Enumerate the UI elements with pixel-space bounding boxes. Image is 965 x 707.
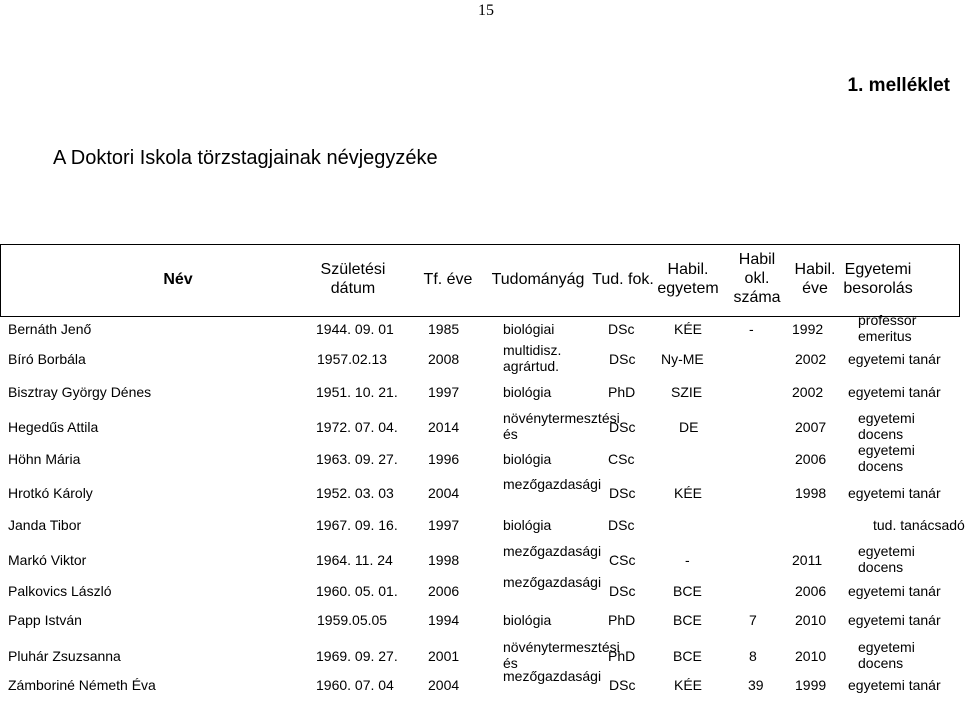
header-bottom-border — [0, 316, 960, 317]
cell-field: növénytermesztési és — [503, 639, 620, 671]
table-row — [0, 668, 960, 707]
cell-habil-year: 2006 — [795, 583, 827, 599]
cell-habil-university: DE — [679, 419, 699, 435]
cell-tf-year: 1997 — [428, 517, 460, 533]
cell-name: Papp István — [8, 612, 82, 628]
cell-degree: DSc — [609, 419, 636, 435]
document-title: A Doktori Iskola törzstagjainak névjegyzéke — [53, 147, 438, 169]
cell-degree: PhD — [608, 384, 636, 400]
cell-rank: tud. tanácsadó — [873, 517, 965, 533]
cell-tf-year: 1996 — [428, 451, 460, 467]
cell-rank: egyetemi docens — [858, 442, 915, 474]
cell-habil-year: 1999 — [795, 677, 827, 693]
page-number: 15 — [478, 2, 494, 19]
cell-rank: egyetemi tanár — [848, 583, 941, 599]
cell-habil-cert-number: 8 — [749, 648, 757, 664]
cell-habil-university: KÉE — [674, 321, 703, 337]
header-habil-university: Habil. egyetem — [657, 261, 719, 297]
cell-habil-university: SZIE — [671, 384, 703, 400]
cell-birth-date: 1969. 09. 27. — [316, 648, 398, 664]
cell-field: mezőgazdasági — [503, 668, 602, 684]
cell-field: biológia — [503, 517, 552, 533]
cell-tf-year: 2014 — [428, 419, 460, 435]
header-field: Tudományág — [491, 271, 585, 288]
cell-birth-date: 1960. 05. 01. — [316, 583, 398, 599]
cell-birth-date: 1957.02.13 — [317, 351, 388, 367]
cell-name: Pluhár Zsuzsanna — [8, 648, 121, 664]
cell-tf-year: 1985 — [428, 321, 460, 337]
cell-habil-university: Ny-ME — [661, 351, 704, 367]
table-row — [0, 381, 960, 413]
cell-tf-year: 2008 — [428, 351, 460, 367]
table-row — [0, 514, 965, 546]
header-rank: Egyetemi besorolás — [843, 261, 913, 297]
cell-habil-university: KÉE — [674, 485, 703, 501]
cell-birth-date: 1967. 09. 16. — [316, 517, 398, 533]
cell-name: Zámboriné Németh Éva — [8, 677, 156, 693]
cell-tf-year: 2004 — [428, 485, 460, 501]
cell-tf-year: 2006 — [428, 583, 460, 599]
cell-name: Bernáth Jenő — [8, 321, 92, 337]
cell-habil-year: 2011 — [792, 552, 823, 568]
cell-tf-year: 1997 — [428, 384, 460, 400]
cell-degree: CSc — [609, 552, 636, 568]
cell-birth-date: 1972. 07. 04. — [316, 419, 398, 435]
cell-habil-year: 2002 — [795, 351, 827, 367]
cell-name: Bíró Borbála — [8, 351, 86, 367]
cell-name: Höhn Mária — [8, 451, 81, 467]
cell-field: mezőgazdasági — [503, 476, 602, 492]
cell-birth-date: 1960. 07. 04 — [316, 677, 394, 693]
cell-birth-date: 1959.05.05 — [317, 612, 388, 628]
cell-rank: egyetemi docens — [858, 639, 915, 671]
header-tf-year: Tf. éve — [423, 271, 473, 288]
cell-habil-year: 2002 — [792, 384, 824, 400]
cell-field: biológiai — [503, 321, 555, 337]
cell-name: Hegedűs Attila — [8, 419, 99, 435]
cell-habil-university: KÉE — [674, 677, 703, 693]
cell-degree: DSc — [609, 583, 636, 599]
cell-field: biológia — [503, 451, 552, 467]
member-table — [0, 244, 965, 699]
cell-habil-cert-number: 39 — [748, 677, 764, 693]
header-habil-cert-number: Habil okl. száma — [733, 251, 781, 306]
cell-rank: egyetemi tanár — [848, 351, 941, 367]
cell-degree: CSc — [608, 451, 635, 467]
table-row — [0, 476, 960, 514]
cell-rank: egyetemi docens — [858, 410, 915, 442]
header-left-border — [0, 244, 1, 317]
header-habil-year: Habil. éve — [794, 261, 836, 297]
cell-tf-year: 1994 — [428, 612, 460, 628]
cell-habil-university: - — [685, 552, 690, 568]
cell-degree: DSc — [609, 677, 636, 693]
table-row — [0, 312, 960, 350]
header-right-border — [959, 244, 960, 317]
cell-habil-cert-number: 7 — [749, 612, 757, 628]
cell-habil-university: BCE — [673, 648, 702, 664]
cell-field: növénytermesztési és — [503, 410, 620, 442]
cell-degree: DSc — [609, 485, 636, 501]
cell-tf-year: 1998 — [428, 552, 460, 568]
cell-rank: egyetemi docens — [858, 543, 915, 575]
table-row — [0, 574, 960, 612]
cell-rank: professor emeritus — [858, 312, 917, 344]
cell-rank: egyetemi tanár — [848, 485, 941, 501]
cell-habil-cert-number: - — [749, 321, 754, 337]
cell-name: Bisztray György Dénes — [8, 384, 152, 400]
cell-degree: DSc — [609, 351, 636, 367]
cell-field: biológia — [503, 612, 552, 628]
cell-field: mezőgazdasági — [503, 543, 602, 559]
cell-degree: PhD — [608, 612, 636, 628]
table-row — [0, 410, 960, 448]
cell-birth-date: 1944. 09. 01 — [316, 321, 394, 337]
table-row — [0, 442, 960, 480]
cell-habil-year: 2010 — [795, 612, 827, 628]
cell-name: Markó Viktor — [8, 552, 87, 568]
cell-rank: egyetemi tanár — [848, 384, 941, 400]
header-degree: Tud. fok. — [592, 271, 654, 288]
cell-degree: DSc — [608, 517, 635, 533]
cell-habil-year: 2010 — [795, 648, 827, 664]
cell-field: multidisz. agrártud. — [503, 342, 562, 374]
header-name: Név — [163, 271, 193, 288]
cell-degree: PhD — [608, 648, 636, 664]
cell-habil-university: BCE — [673, 612, 702, 628]
cell-tf-year: 2001 — [428, 648, 460, 664]
table-row — [0, 543, 960, 581]
cell-rank: egyetemi tanár — [848, 612, 941, 628]
cell-birth-date: 1963. 09. 27. — [316, 451, 398, 467]
table-row — [0, 639, 960, 677]
cell-rank: egyetemi tanár — [848, 677, 941, 693]
header-birth-date: Születési dátum — [320, 261, 386, 297]
cell-birth-date: 1952. 03. 03 — [316, 485, 394, 501]
cell-habil-university: BCE — [673, 583, 702, 599]
cell-tf-year: 2004 — [428, 677, 460, 693]
cell-degree: DSc — [608, 321, 635, 337]
cell-field: mezőgazdasági — [503, 574, 602, 590]
cell-birth-date: 1951. 10. 21. — [316, 384, 398, 400]
cell-habil-year: 2006 — [795, 451, 827, 467]
cell-name: Janda Tibor — [8, 517, 82, 533]
table-row — [0, 609, 960, 641]
table-row — [0, 342, 960, 380]
cell-birth-date: 1964. 11. 24 — [316, 552, 393, 568]
cell-habil-year: 1992 — [792, 321, 824, 337]
cell-habil-year: 1998 — [795, 485, 827, 501]
table-top-border — [0, 244, 960, 245]
cell-habil-year: 2007 — [795, 419, 827, 435]
annex-label: 1. melléklet — [847, 75, 950, 96]
cell-name: Palkovics László — [8, 583, 112, 599]
cell-field: biológia — [503, 384, 552, 400]
cell-name: Hrotkó Károly — [8, 485, 93, 501]
